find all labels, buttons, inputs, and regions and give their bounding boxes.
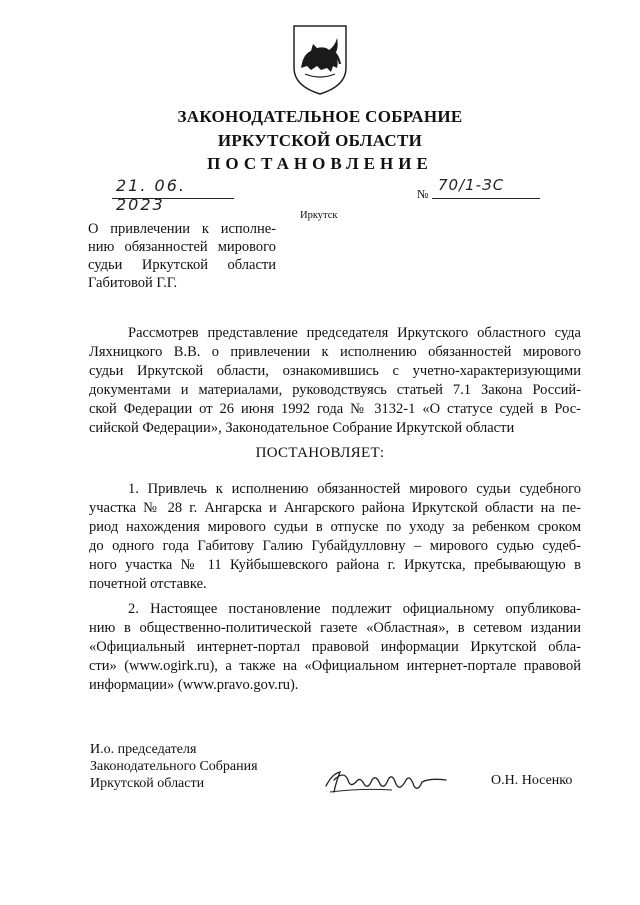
signatory-title-line: Иркутской области bbox=[90, 776, 205, 791]
subject-line: судьи Иркутской области bbox=[88, 257, 276, 273]
org-name-line-2: ИРКУТСКОЙ ОБЛАСТИ bbox=[217, 131, 423, 150]
document-subject bbox=[88, 220, 276, 292]
resolution-item-2 bbox=[89, 600, 581, 695]
preamble-line: Ляхницкого В.В. о привлечении к исполнению обязанностей мирового bbox=[89, 344, 581, 360]
item-line: нию в общественно-политической газете «Областная», в сетевом издании bbox=[89, 620, 581, 636]
number-label: № bbox=[417, 187, 429, 201]
org-name-line-1: ЗАКОНОДАТЕЛЬНОЕ СОБРАНИЕ bbox=[177, 107, 463, 126]
item-line: «Официальный интернет-портал правовой информации Иркутской обла- bbox=[89, 639, 581, 655]
document-number: 70/1-ЗС bbox=[432, 176, 540, 199]
document-type-title: ПОСТАНОВЛЕНИЕ bbox=[207, 154, 433, 173]
signatory-title bbox=[90, 741, 258, 792]
item-line: участка № 28 г. Ангарска и Ангарского района Иркутской области на пе- bbox=[89, 500, 581, 516]
item-line: риод нахождения мирового судьи в отпуске по уходу за ребенком сроком bbox=[89, 519, 581, 535]
signatory-title-line: И.о. председателя bbox=[90, 742, 197, 757]
item-line: 1. Привлечь к исполнению обязанностей мирового судьи судебного bbox=[128, 481, 581, 497]
signer-name: О.Н. Носенко bbox=[491, 773, 573, 788]
handwritten-signature bbox=[322, 762, 452, 798]
document-date: 21. 06. 2023 bbox=[112, 176, 234, 199]
coat-of-arms-icon bbox=[291, 24, 349, 96]
preamble-line: ской Федерации от 26 июня 1992 года № 3132-1 «О статусе судей в Рос- bbox=[89, 401, 581, 417]
preamble-line: Рассмотрев представление председателя Иркутского областного суда bbox=[128, 325, 581, 341]
preamble-paragraph bbox=[89, 324, 581, 438]
item-line: до одного года Габитову Галию Губайдулловну – мирового судью судеб- bbox=[89, 538, 581, 554]
preamble-line: судьи Иркутской области, ознакомившись с учетно-характеризующими bbox=[89, 363, 581, 379]
subject-line: нию обязанностей мирового bbox=[88, 239, 276, 255]
resolves-heading: ПОСТАНОВЛЯЕТ: bbox=[255, 445, 385, 461]
item-line: ного участка № 11 Куйбышевского района г. Иркутска, пребывающую в bbox=[89, 557, 581, 573]
subject-line: Габитовой Г.Г. bbox=[88, 275, 178, 291]
item-line: почетной отставке. bbox=[89, 576, 207, 592]
city-name: Иркутск bbox=[300, 210, 338, 221]
preamble-line: документами и материалами, руководствуясь статьей 7.1 Закона Россий- bbox=[89, 382, 581, 398]
resolution-item-1 bbox=[89, 480, 581, 594]
subject-line: О привлечении к исполне- bbox=[88, 221, 276, 237]
item-line: информации» (www.pravo.gov.ru). bbox=[89, 677, 299, 693]
signatory-title-line: Законодательного Собрания bbox=[90, 759, 258, 774]
preamble-line: сийской Федерации», Законодательное Собрание Иркутской области bbox=[89, 420, 515, 436]
item-line: сти» (www.ogirk.ru), а также на «Официальном интернет-портале правовой bbox=[89, 658, 581, 674]
item-line: 2. Настоящее постановление подлежит официальному опубликова- bbox=[128, 601, 581, 617]
